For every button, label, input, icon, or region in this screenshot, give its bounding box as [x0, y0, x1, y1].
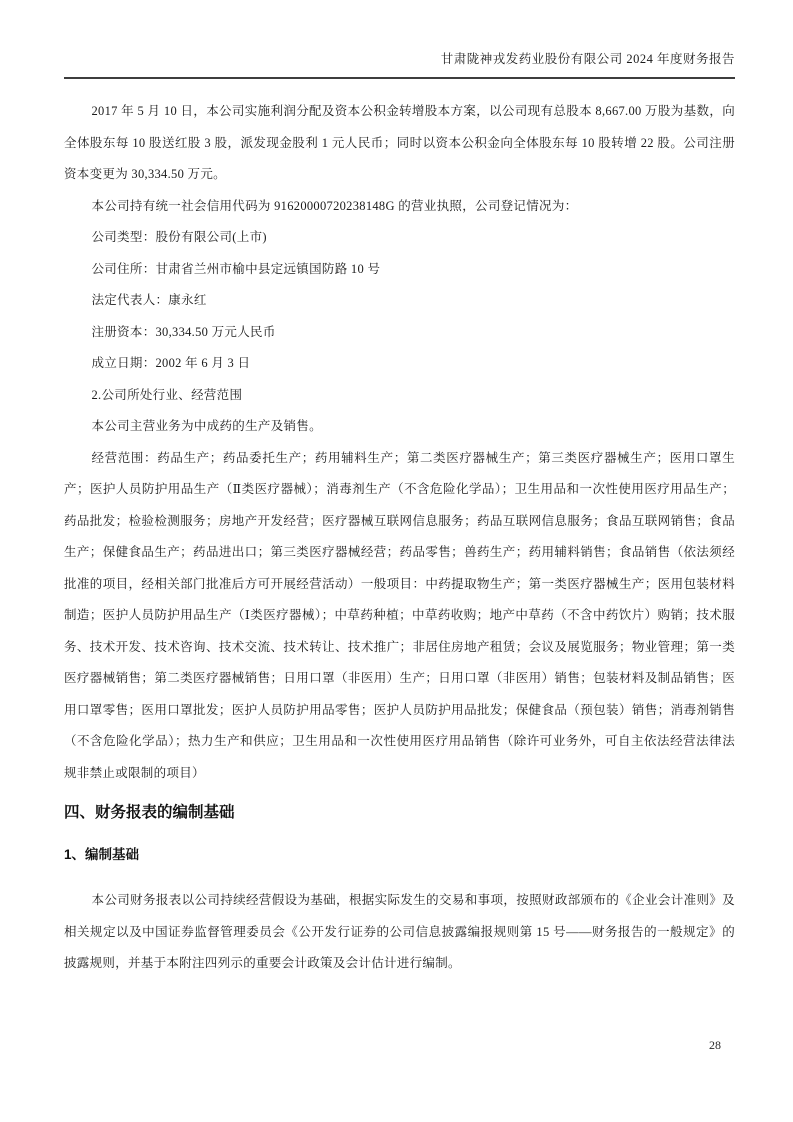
header-title: 甘肃陇神戎发药业股份有限公司 2024 年度财务报告	[440, 52, 735, 66]
field-company-type: 公司类型：股份有限公司(上市)	[91, 230, 267, 244]
field-company-address: 公司住所：甘肃省兰州市榆中县定远镇国防路 10 号	[91, 261, 381, 276]
document-body	[64, 96, 735, 980]
subsection-industry-scope-label: 2.公司所处行业、经营范围	[91, 387, 243, 402]
field-establishment-date: 成立日期：2002 年 6 月 3 日	[91, 356, 251, 370]
paragraph-business-scope: 经营范围：药品生产；药品委托生产；药用辅料生产；第二类医疗器械生产；第三类医疗器械生产；医用口罩生产；医护人员防护用品生产（Ⅱ类医疗器械）；消毒剂生产（不含危险化学品）；卫生用品和一次性使用医疗用品生产；药品批发；检验检测服务；房地产开发经营；医疗器械互联网信息服务；药品互联网信息服务；食品互联网销售；食品生产；保健食品生产；药品进出口；第三类医疗器械经营；药品零售；兽药生产；药用辅料销售；食品销售（依法须经批准的项目，经相关部门批准后方可开展经营活动）一般项目：中药提取物生产；第一类医疗器械生产；医用包装材料制造；医护人员防护用品生产（Ⅰ类医疗器械）；中草药种植；中草药收购；地产中草药（不含中药饮片）购销；技术服务、技术开发、技术咨询、技术交流、技术转让、技术推广；非居住房地产租赁；会议及展览服务；物业管理；第一类医疗器械销售；第二类医疗器械销售；日用口罩（非医用）生产；日用口罩（非医用）销售；包装材料及制品销售；医用口罩零售；医用口罩批发；医护人员防护用品零售；医护人员防护用品批发；保健食品（预包装）销售；消毒剂销售（不含危险化学品）；热力生产和供应；卫生用品和一次性使用医疗用品销售（除许可业务外，可自主依法经营法律法规非禁止或限制的项目）	[64, 450, 735, 780]
paragraph-preparation-basis: 本公司财务报表以公司持续经营假设为基础，根据实际发生的交易和事项，按照财政部颁布的《企业会计准则》及相关规定以及中国证券监督管理委员会《公开发行证券的公司信息披露编报规则第 15 号——财务报告的一般规定》的披露规则，并基于本附注四列示的重要会计政策及会计估计进行编制。	[64, 893, 735, 970]
paragraph-business-license: 本公司持有统一社会信用代码为 91620000720238148G 的营业执照，公司登记情况为：	[91, 198, 578, 213]
field-registered-capital: 注册资本：30,334.50 万元人民币	[91, 324, 276, 339]
section-heading-basis-of-preparation: 四、财务报表的编制基础	[64, 804, 235, 821]
field-legal-representative: 法定代表人：康永红	[91, 293, 207, 307]
subsection-heading-preparation-basis: 1、编制基础	[64, 847, 140, 862]
page-number: 28	[709, 1038, 721, 1052]
paragraph-capital-change: 2017 年 5 月 10 日，本公司实施利润分配及资本公积金转增股本方案，以公司现有总股本 8,667.00 万股为基数，向全体股东每 10 股送红股 3 股，派发现金股利 1 元人民币；同时以资本公积金向全体股东每 10 股转增 22 股。公司注册资本变更为 30,334.50 万元。	[64, 104, 735, 181]
page-header	[64, 50, 735, 79]
paragraph-main-business: 本公司主营业务为中成药的生产及销售。	[91, 419, 322, 433]
